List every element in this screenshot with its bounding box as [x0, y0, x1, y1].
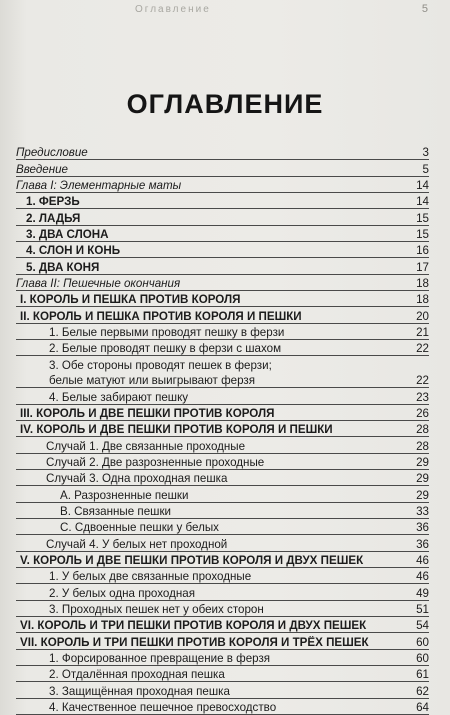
toc-entry	[16, 275, 429, 291]
toc-entry	[16, 503, 429, 519]
toc-entry-title: С. Сдвоенные пешки у белых	[60, 521, 219, 535]
toc-entry	[16, 535, 429, 551]
toc-entry-page: 21	[416, 326, 429, 340]
toc-entry-title: Случай 1. Две связанные проходные	[46, 439, 246, 453]
toc-entry-page: 64	[416, 701, 429, 715]
toc-entry-title: 3. ДВА СЛОНА	[26, 228, 109, 242]
toc-entry	[16, 242, 429, 258]
toc-entry-title: 1. Форсированное превращение в ферзя	[49, 652, 271, 665]
toc-entry-page: 46	[416, 570, 429, 584]
toc-entry-page: 61	[416, 668, 429, 682]
toc-entry	[16, 633, 429, 649]
toc-entry-page: 3	[422, 146, 429, 160]
toc-entry-title: 1. У белых две связанные проходные	[49, 570, 252, 584]
toc-entry-title: 3. Защищённая проходная пешка	[49, 684, 230, 698]
toc-entry-page: 36	[416, 537, 429, 551]
toc-entry-title: 2. У белых одна проходная	[49, 586, 195, 600]
toc-entry-title: VII. КОРОЛЬ И ТРИ ПЕШКИ ПРОТИВ КОРОЛЯ И ТРЁХ ПЕШЕК	[20, 635, 369, 649]
toc-entry	[16, 617, 429, 633]
toc-entry-page: 33	[416, 504, 429, 518]
toc-entry	[16, 437, 429, 453]
running-head: Оглавление	[135, 4, 211, 15]
toc-entry	[16, 356, 429, 371]
toc-entry-page: 51	[416, 602, 429, 616]
toc-entry-page: 20	[416, 309, 429, 323]
toc-entry-title: VI. КОРОЛЬ И ТРИ ПЕШКИ ПРОТИВ КОРОЛЯ И ДВУХ ПЕШЕК	[20, 619, 367, 633]
toc-entry-title: Случай 4. У белых нет проходной	[46, 537, 228, 551]
toc-entry-page: 60	[416, 635, 429, 649]
toc-entry	[16, 307, 429, 323]
toc-entry-title: Глава I: Элементарные маты	[16, 179, 182, 193]
toc-entry-page: 54	[416, 619, 429, 633]
toc-entry-page: 62	[416, 684, 429, 698]
toc-entry-page: 15	[416, 211, 429, 225]
toc-entry-page: 22	[416, 374, 429, 388]
toc-entry-title: 4. Белые забирают пешку	[49, 390, 189, 404]
toc-entry-title: 2. ЛАДЬЯ	[26, 211, 81, 225]
toc-entry	[16, 193, 429, 209]
toc-entry-title: 1. ФЕРЗЬ	[26, 195, 80, 209]
toc-entry	[16, 372, 429, 388]
toc-entry	[16, 405, 429, 421]
toc-entry-page: 15	[416, 228, 429, 242]
toc-entry-title: 2. Отдалённая проходная пешка	[49, 668, 225, 682]
toc-entry	[16, 291, 429, 307]
toc-entry	[16, 209, 429, 225]
toc-entry	[16, 699, 429, 715]
toc-entry	[16, 258, 429, 274]
page-title: ОГЛАВЛЕНИЕ	[126, 89, 324, 119]
toc-entry	[16, 519, 429, 535]
toc-entry	[16, 486, 429, 502]
toc-entry-title: II. КОРОЛЬ И ПЕШКА ПРОТИВ КОРОЛЯ И ПЕШКИ	[20, 309, 302, 323]
toc-entry-title: IV. КОРОЛЬ И ДВЕ ПЕШКИ ПРОТИВ КОРОЛЯ И ПЕШКИ	[20, 423, 333, 437]
toc-entry	[16, 454, 429, 470]
toc-entry	[16, 177, 429, 193]
toc-entry	[16, 601, 429, 617]
toc-entry-page: 14	[416, 195, 429, 209]
toc-entry-page: 29	[416, 472, 429, 486]
toc-entry	[16, 552, 429, 568]
toc-entry	[16, 144, 429, 160]
toc-entry-page: 26	[416, 406, 429, 420]
toc-entry-page: 28	[416, 423, 429, 437]
toc-entry-title: Введение	[16, 162, 68, 176]
toc-entry-title: 4. СЛОН И КОНЬ	[26, 244, 121, 258]
toc-entry-title: 2. Белые проводят пешку в ферзи с шахом	[49, 342, 282, 356]
toc-entry-page: 22	[416, 342, 429, 356]
toc-entry-title: Случай 2. Две разрозненные проходные	[46, 455, 265, 469]
toc-entry-page: 28	[416, 439, 429, 453]
table-of-contents	[16, 144, 429, 715]
toc-entry-title: 1. Белые первыми проводят пешку в ферзи	[49, 326, 285, 340]
toc-entry-title: Предисловие	[16, 146, 88, 160]
toc-entry-title: белые матуют или выигрывают ферзя	[49, 374, 255, 388]
toc-entry	[16, 568, 429, 584]
page-number: 5	[421, 3, 428, 15]
toc-entry-page: 5	[422, 162, 429, 176]
toc-entry-page: 29	[416, 455, 429, 469]
toc-entry	[16, 666, 429, 682]
toc-entry	[16, 584, 429, 600]
toc-entry	[16, 421, 429, 437]
toc-entry	[16, 388, 429, 404]
toc-entry-title: В. Связанные пешки	[60, 504, 172, 518]
toc-entry-title: А. Разрозненные пешки	[60, 488, 189, 502]
toc-entry-page: 46	[416, 553, 429, 567]
toc-entry	[16, 340, 429, 356]
toc-entry	[16, 470, 429, 486]
toc-entry-title: III. КОРОЛЬ И ДВЕ ПЕШКИ ПРОТИВ КОРОЛЯ	[20, 406, 275, 420]
toc-entry-page: 18	[416, 293, 429, 307]
toc-entry-page: 18	[416, 277, 429, 291]
toc-entry-title: 3. Обе стороны проводят пешек в ферзи;	[49, 358, 272, 372]
toc-entry-title: 5. ДВА КОНЯ	[26, 260, 100, 274]
toc-entry-title: I. КОРОЛЬ И ПЕШКА ПРОТИВ КОРОЛЯ	[20, 293, 241, 307]
toc-entry-page: 36	[416, 521, 429, 535]
toc-entry-page: 29	[416, 488, 429, 502]
toc-entry-page: 14	[416, 179, 429, 193]
toc-entry-title: Случай 3. Одна проходная пешка	[46, 472, 228, 486]
toc-entry	[16, 226, 429, 242]
toc-entry-title: 4. Качественное пешечное превосходство	[49, 701, 277, 715]
toc-entry	[16, 650, 429, 666]
toc-entry-title: V. КОРОЛЬ И ДВЕ ПЕШКИ ПРОТИВ КОРОЛЯ И ДВУХ ПЕШЕК	[20, 553, 364, 567]
toc-entry-page: 16	[416, 244, 429, 258]
toc-entry-page: 49	[416, 586, 429, 600]
toc-entry-title: 3. Проходных пешек нет у обеих сторон	[49, 602, 264, 616]
toc-entry-page: 23	[416, 390, 429, 404]
toc-entry	[16, 324, 429, 340]
toc-entry-page: 17	[416, 260, 429, 274]
toc-entry	[16, 682, 429, 698]
toc-entry-page: 60	[416, 652, 429, 665]
toc-entry-title: Глава II: Пешечные окончания	[16, 277, 181, 291]
toc-entry	[16, 160, 429, 176]
